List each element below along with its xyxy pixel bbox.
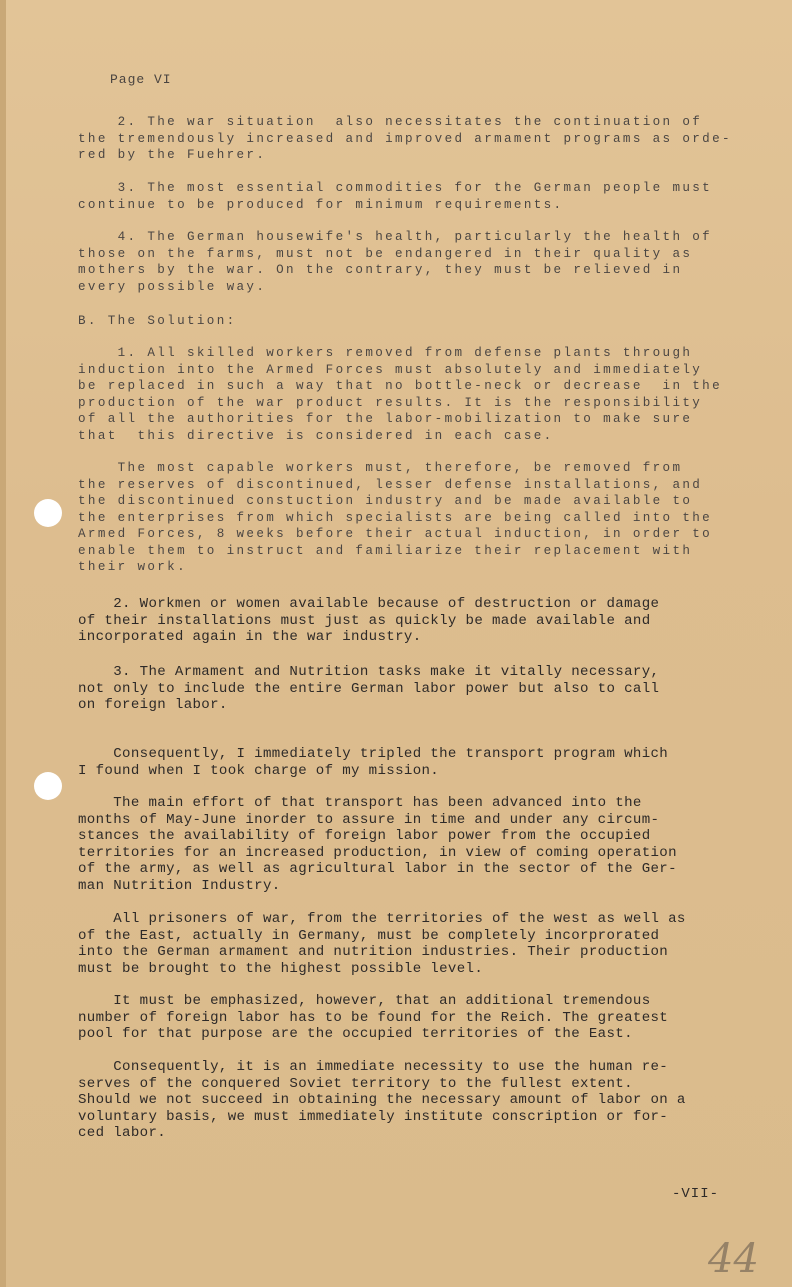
punch-hole-upper <box>34 499 62 527</box>
paragraph-workmen-women: 2. Workmen or women available because of destruction or damage of their installations must just as quickly be made available and incorporated again in the war industry. <box>78 596 660 646</box>
page-left-edge <box>0 0 6 1287</box>
paragraph-essential-commodities: 3. The most essential commodities for the German people must continue to be produced for minimum requirements. <box>78 181 713 212</box>
paragraph-transport-program: Consequently, I immediately tripled the transport program which I found when I took charge of my mission. <box>78 746 669 779</box>
paragraph-additional-labor: It must be emphasized, however, that an additional tremendous number of foreign labor has to be found for the Reich. The greatest pool for that purpose are the occupied territories of the East. <box>78 993 669 1043</box>
page-number-header: Page VI <box>110 72 172 87</box>
paragraph-war-situation: 2. The war situation also necessitates the continuation of the tremendously increased and improved armament programs as orde- red by the Fuehrer. <box>78 115 732 162</box>
next-page-marker: -VII- <box>672 1186 720 1202</box>
paragraph-conscription: Consequently, it is an immediate necessity to use the human re- serves of the conquered Soviet territory to the fullest extent. Should we not succeed in obtaining the necessary amount of labor on a voluntary basis, we must immediately institute conscription or for- ced labor. <box>78 1059 686 1142</box>
paragraph-skilled-workers: 1. All skilled workers removed from defense plants through induction into the Armed Forces must absolutely and immediately be replaced in such a way that no bottle-neck or decrease in the production of the war product results. It is the responsibility of all the authorities for the labor-mobilization to make sure that this directive is considered in each case. <box>78 346 722 443</box>
paragraph-housewife-health: 4. The German housewife's health, particularly the health of those on the farms, must not be endangered in their quality as mothers by the war. On the contrary, they must be relieved in every possible way. <box>78 230 713 294</box>
paragraph-transport-effort: The main effort of that transport has been advanced into the months of May-June inorder to assure in time and under any circum- stances the availability of foreign labor power from the occupied territories for an increased production, in view of coming operation of the army, as well as agricultural labor in the sector of the Ger- man Nutrition Industry. <box>78 795 677 894</box>
punch-hole-lower <box>34 772 62 800</box>
paragraph-foreign-labor-need: 3. The Armament and Nutrition tasks make it vitally necessary, not only to include the entire German labor power but also to call on foreign labor. <box>78 664 660 714</box>
paragraph-capable-workers: The most capable workers must, therefore, be removed from the reserves of discontinued, lesser defense installations, and the discontinued constuction industry and be made available to the enterprises from which specialists are being called into the Armed Forces, 8 weeks before their actual induction, in order to enable them to instruct and familiarize their replacement with their work. <box>78 461 713 574</box>
handwritten-page-number: 44 <box>708 1236 759 1282</box>
section-heading-solution: B. The Solution: <box>78 314 237 328</box>
paragraph-prisoners-of-war: All prisoners of war, from the territories of the west as well as of the East, actually in Germany, must be completely incorprorated into the German armament and nutrition industries. Their production must be brought to the highest possible level. <box>78 911 686 977</box>
